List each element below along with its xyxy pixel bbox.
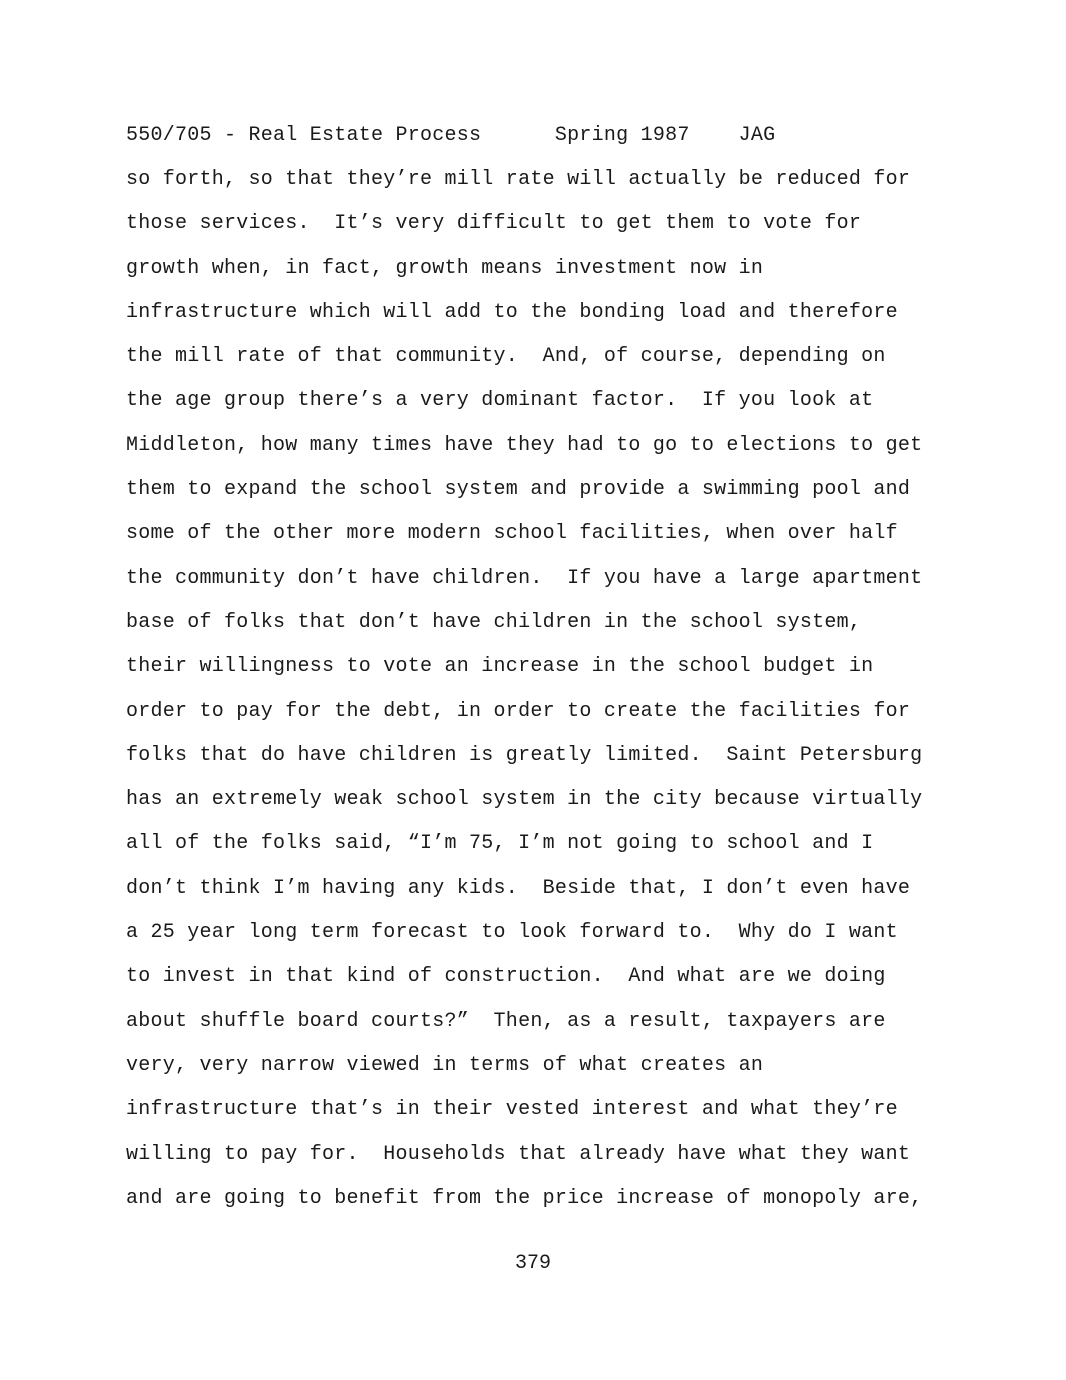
text-line: those services. It’s very difficult to get them to vote for: [126, 212, 862, 236]
transcript-body: [126, 166, 956, 1229]
text-line: to invest in that kind of construction. And what are we doing: [126, 965, 886, 989]
text-line: has an extremely weak school system in the city because virtually: [126, 788, 923, 812]
text-line: base of folks that don’t have children in the school system,: [126, 610, 862, 634]
page-number: 379: [514, 1252, 551, 1275]
text-line: the community don’t have children. If you have a large apartment: [126, 566, 923, 590]
author-initials: JAG: [738, 124, 776, 147]
text-line: their willingness to vote an increase in the school budget in: [126, 655, 874, 679]
text-line: some of the other more modern school facilities, when over half: [126, 522, 898, 546]
text-line: don’t think I’m having any kids. Beside that, I don’t even have: [126, 876, 911, 900]
text-line: growth when, in fact, growth means investment now in: [126, 256, 764, 280]
text-line: them to expand the school system and provide a swimming pool and: [126, 478, 911, 502]
text-line: the mill rate of that community. And, of course, depending on: [126, 345, 886, 369]
text-line: Middleton, how many times have they had to go to elections to get: [126, 433, 923, 457]
text-line: order to pay for the debt, in order to create the facilities for: [126, 699, 911, 723]
text-line: infrastructure which will add to the bonding load and therefore: [126, 300, 898, 324]
text-line: about shuffle board courts?” Then, as a result, taxpayers are: [126, 1009, 886, 1033]
text-line: a 25 year long term forecast to look forward to. Why do I want: [126, 921, 898, 945]
text-line: very, very narrow viewed in terms of what creates an: [126, 1053, 764, 1077]
text-line: all of the folks said, “I’m 75, I’m not going to school and I: [126, 832, 874, 856]
text-line: infrastructure that’s in their vested interest and what they’re: [126, 1098, 898, 1122]
text-line: willing to pay for. Households that already have what they want: [126, 1142, 911, 1166]
text-line: and are going to benefit from the price increase of monopoly are,: [126, 1186, 923, 1210]
text-line: the age group there’s a very dominant factor. If you look at: [126, 389, 874, 413]
term-label: Spring 1987: [554, 124, 690, 147]
text-line: so forth, so that they’re mill rate will actually be reduced for: [126, 168, 911, 191]
text-line: folks that do have children is greatly limited. Saint Petersburg: [126, 743, 923, 767]
page-header: [126, 122, 775, 150]
course-title: 550/705 - Real Estate Process: [126, 124, 482, 147]
